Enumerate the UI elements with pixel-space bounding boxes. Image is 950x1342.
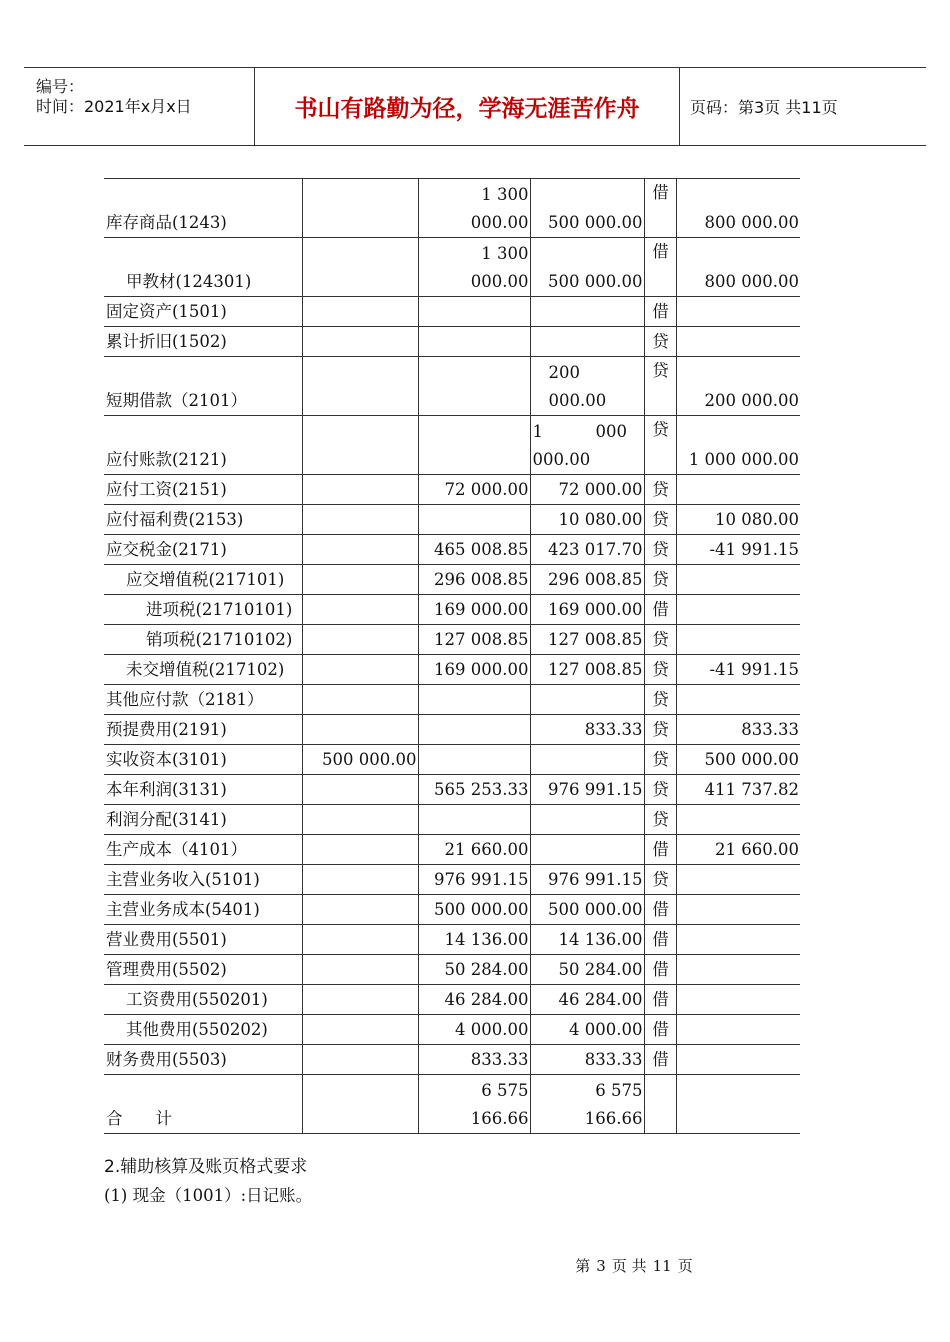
- direction-cell: 贷: [644, 505, 676, 535]
- credit-amount-cell: [530, 297, 644, 327]
- debit-amount-cell: [418, 357, 530, 416]
- account-name-cell: 本年利润(3131): [104, 775, 302, 805]
- footer-suffix: 页: [677, 1257, 693, 1275]
- ledger-row: [104, 835, 800, 865]
- credit-amount-cell: 6 575 166.66: [530, 1075, 644, 1134]
- opening-balance-cell: [302, 685, 418, 715]
- credit-amount-cell: 127 008.85: [530, 625, 644, 655]
- debit-amount-cell: [418, 715, 530, 745]
- opening-balance-cell: [302, 865, 418, 895]
- ending-balance-cell: [676, 297, 800, 327]
- account-name-cell: 应交税金(2171): [104, 535, 302, 565]
- ending-balance-cell: 200 000.00: [676, 357, 800, 416]
- direction-cell: 贷: [644, 535, 676, 565]
- footer-page-num: 3: [596, 1257, 606, 1275]
- opening-balance-cell: [302, 416, 418, 475]
- header-page-info: 页码：第3页 共11页: [690, 98, 838, 117]
- ending-balance-cell: [676, 865, 800, 895]
- credit-amount-cell: 72 000.00: [530, 475, 644, 505]
- ledger-row: [104, 865, 800, 895]
- direction-cell: 贷: [644, 775, 676, 805]
- ledger-row: [104, 565, 800, 595]
- opening-balance-cell: 500 000.00: [302, 745, 418, 775]
- opening-balance-cell: [302, 835, 418, 865]
- ledger-row: [104, 595, 800, 625]
- direction-cell: 借: [644, 238, 676, 297]
- debit-amount-cell: [418, 745, 530, 775]
- ledger-table: [104, 178, 800, 1134]
- account-name-cell: 销项税(21710102): [104, 625, 302, 655]
- credit-amount-cell: 4 000.00: [530, 1015, 644, 1045]
- ledger-row: [104, 238, 800, 297]
- debit-amount-cell: [418, 297, 530, 327]
- account-name-cell: 预提费用(2191): [104, 715, 302, 745]
- debit-amount-cell: 169 000.00: [418, 655, 530, 685]
- credit-amount-cell: 296 008.85: [530, 565, 644, 595]
- ledger-row: [104, 1045, 800, 1075]
- ending-balance-cell: [676, 955, 800, 985]
- credit-amount-cell: 976 991.15: [530, 775, 644, 805]
- opening-balance-cell: [302, 775, 418, 805]
- opening-balance-cell: [302, 895, 418, 925]
- ledger-row: [104, 297, 800, 327]
- direction-cell: 贷: [644, 685, 676, 715]
- note-item: (1) 现金（1001）:日记账。: [104, 1186, 313, 1205]
- credit-amount-cell: 200 000.00: [530, 357, 644, 416]
- account-name-cell: 应付账款(2121): [104, 416, 302, 475]
- debit-amount-cell: 46 284.00: [418, 985, 530, 1015]
- page-header: [24, 67, 926, 146]
- debit-amount-cell: [418, 416, 530, 475]
- account-name-cell: 应付福利费(2153): [104, 505, 302, 535]
- ledger-row: [104, 625, 800, 655]
- credit-amount-cell: 833.33: [530, 1045, 644, 1075]
- credit-amount-cell: 169 000.00: [530, 595, 644, 625]
- ending-balance-cell: [676, 1045, 800, 1075]
- ledger-row: [104, 955, 800, 985]
- direction-cell: 贷: [644, 416, 676, 475]
- opening-balance-cell: [302, 955, 418, 985]
- ledger-row: [104, 775, 800, 805]
- credit-amount-cell: 14 136.00: [530, 925, 644, 955]
- opening-balance-cell: [302, 475, 418, 505]
- opening-balance-cell: [302, 297, 418, 327]
- ending-balance-cell: [676, 985, 800, 1015]
- credit-amount-cell: [530, 327, 644, 357]
- debit-amount-cell: [418, 685, 530, 715]
- ledger-row: [104, 327, 800, 357]
- opening-balance-cell: [302, 1045, 418, 1075]
- opening-balance-cell: [302, 327, 418, 357]
- debit-amount-cell: 500 000.00: [418, 895, 530, 925]
- ending-balance-cell: 1 000 000.00: [676, 416, 800, 475]
- debit-amount-cell: 833.33: [418, 1045, 530, 1075]
- ledger-row: [104, 475, 800, 505]
- account-name-cell: 应付工资(2151): [104, 475, 302, 505]
- opening-balance-cell: [302, 565, 418, 595]
- opening-balance-cell: [302, 1075, 418, 1134]
- debit-amount-cell: 465 008.85: [418, 535, 530, 565]
- doc-number-label: 编号：: [36, 77, 85, 96]
- ledger-body: [104, 179, 800, 1134]
- account-name-cell: 合 计: [104, 1075, 302, 1134]
- direction-cell: 借: [644, 297, 676, 327]
- account-name-cell: 营业费用(5501): [104, 925, 302, 955]
- direction-cell: 贷: [644, 475, 676, 505]
- account-name-cell: 其他费用(550202): [104, 1015, 302, 1045]
- direction-cell: 贷: [644, 745, 676, 775]
- credit-amount-cell: 10 080.00: [530, 505, 644, 535]
- account-name-cell: 主营业务收入(5101): [104, 865, 302, 895]
- ending-balance-cell: [676, 595, 800, 625]
- ending-balance-cell: [676, 475, 800, 505]
- account-name-cell: 累计折旧(1502): [104, 327, 302, 357]
- ending-balance-cell: 800 000.00: [676, 238, 800, 297]
- debit-amount-cell: 4 000.00: [418, 1015, 530, 1045]
- credit-amount-cell: [530, 835, 644, 865]
- debit-amount-cell: [418, 505, 530, 535]
- ending-balance-cell: [676, 565, 800, 595]
- debit-amount-cell: 1 300 000.00: [418, 238, 530, 297]
- credit-amount-cell: 833.33: [530, 715, 644, 745]
- direction-cell: [644, 1075, 676, 1134]
- direction-cell: 借: [644, 595, 676, 625]
- credit-amount-cell: 976 991.15: [530, 865, 644, 895]
- direction-cell: 贷: [644, 357, 676, 416]
- ending-balance-cell: 411 737.82: [676, 775, 800, 805]
- direction-cell: 贷: [644, 327, 676, 357]
- ledger-row: [104, 535, 800, 565]
- debit-amount-cell: 50 284.00: [418, 955, 530, 985]
- ledger-row: [104, 685, 800, 715]
- ending-balance-cell: 21 660.00: [676, 835, 800, 865]
- ledger-row: [104, 985, 800, 1015]
- ledger-row: [104, 179, 800, 238]
- account-name-cell: 应交增值税(217101): [104, 565, 302, 595]
- opening-balance-cell: [302, 357, 418, 416]
- account-name-cell: 短期借款（2101）: [104, 357, 302, 416]
- ledger-row: [104, 715, 800, 745]
- ending-balance-cell: [676, 1075, 800, 1134]
- header-motto: 书山有路勤为径，学海无涯苦作舟: [255, 68, 680, 145]
- doc-time-label: 时间：2021年x月x日: [36, 97, 192, 116]
- credit-amount-cell: 46 284.00: [530, 985, 644, 1015]
- opening-balance-cell: [302, 595, 418, 625]
- debit-amount-cell: 976 991.15: [418, 865, 530, 895]
- opening-balance-cell: [302, 179, 418, 238]
- credit-amount-cell: 500 000.00: [530, 895, 644, 925]
- ending-balance-cell: -41 991.15: [676, 535, 800, 565]
- ledger-row: [104, 655, 800, 685]
- credit-amount-cell: 1 000 000.00: [530, 416, 644, 475]
- credit-amount-cell: [530, 685, 644, 715]
- credit-amount-cell: [530, 745, 644, 775]
- direction-cell: 借: [644, 955, 676, 985]
- direction-cell: 贷: [644, 865, 676, 895]
- section-heading: 2.辅助核算及账页格式要求: [104, 1157, 308, 1177]
- direction-cell: 借: [644, 895, 676, 925]
- ending-balance-cell: [676, 925, 800, 955]
- debit-amount-cell: 565 253.33: [418, 775, 530, 805]
- account-name-cell: 实收资本(3101): [104, 745, 302, 775]
- credit-amount-cell: 50 284.00: [530, 955, 644, 985]
- ledger-row: [104, 895, 800, 925]
- ending-balance-cell: 833.33: [676, 715, 800, 745]
- account-name-cell: 其他应付款（2181）: [104, 685, 302, 715]
- account-name-cell: 未交增值税(217102): [104, 655, 302, 685]
- opening-balance-cell: [302, 535, 418, 565]
- debit-amount-cell: [418, 805, 530, 835]
- debit-amount-cell: 127 008.85: [418, 625, 530, 655]
- ledger-row: [104, 805, 800, 835]
- account-name-cell: 生产成本（4101）: [104, 835, 302, 865]
- account-name-cell: 管理费用(5502): [104, 955, 302, 985]
- account-name-cell: 进项税(21710101): [104, 595, 302, 625]
- ending-balance-cell: -41 991.15: [676, 655, 800, 685]
- direction-cell: 借: [644, 1015, 676, 1045]
- opening-balance-cell: [302, 655, 418, 685]
- page-footer: [0, 1255, 950, 1276]
- footer-prefix: 第: [575, 1257, 591, 1275]
- credit-amount-cell: 500 000.00: [530, 238, 644, 297]
- opening-balance-cell: [302, 625, 418, 655]
- debit-amount-cell: 296 008.85: [418, 565, 530, 595]
- debit-amount-cell: [418, 327, 530, 357]
- ending-balance-cell: [676, 1015, 800, 1045]
- account-name-cell: 库存商品(1243): [104, 179, 302, 238]
- debit-amount-cell: 21 660.00: [418, 835, 530, 865]
- account-name-cell: 财务费用(5503): [104, 1045, 302, 1075]
- ending-balance-cell: [676, 805, 800, 835]
- direction-cell: 贷: [644, 805, 676, 835]
- account-name-cell: 固定资产(1501): [104, 297, 302, 327]
- footer-mid: 页 共: [611, 1257, 647, 1275]
- opening-balance-cell: [302, 805, 418, 835]
- footer-page-total: 11: [652, 1257, 672, 1275]
- credit-amount-cell: [530, 805, 644, 835]
- direction-cell: 借: [644, 835, 676, 865]
- ledger-row: [104, 1015, 800, 1045]
- credit-amount-cell: 500 000.00: [530, 179, 644, 238]
- opening-balance-cell: [302, 238, 418, 297]
- ending-balance-cell: 10 080.00: [676, 505, 800, 535]
- direction-cell: 借: [644, 985, 676, 1015]
- ending-balance-cell: [676, 895, 800, 925]
- debit-amount-cell: 72 000.00: [418, 475, 530, 505]
- ending-balance-cell: 800 000.00: [676, 179, 800, 238]
- ending-balance-cell: [676, 327, 800, 357]
- account-name-cell: 利润分配(3141): [104, 805, 302, 835]
- ledger-row: [104, 505, 800, 535]
- ledger-row: [104, 357, 800, 416]
- ledger-row: [104, 1075, 800, 1134]
- direction-cell: 贷: [644, 625, 676, 655]
- account-name-cell: 主营业务成本(5401): [104, 895, 302, 925]
- direction-cell: 贷: [644, 565, 676, 595]
- direction-cell: 借: [644, 925, 676, 955]
- debit-amount-cell: 1 300 000.00: [418, 179, 530, 238]
- header-meta: [24, 68, 255, 145]
- ending-balance-cell: 500 000.00: [676, 745, 800, 775]
- ledger-row: [104, 416, 800, 475]
- direction-cell: 贷: [644, 655, 676, 685]
- opening-balance-cell: [302, 985, 418, 1015]
- credit-amount-cell: 127 008.85: [530, 655, 644, 685]
- direction-cell: 借: [644, 1045, 676, 1075]
- direction-cell: 借: [644, 179, 676, 238]
- opening-balance-cell: [302, 505, 418, 535]
- debit-amount-cell: 169 000.00: [418, 595, 530, 625]
- ending-balance-cell: [676, 625, 800, 655]
- opening-balance-cell: [302, 925, 418, 955]
- account-name-cell: 甲教材(124301): [104, 238, 302, 297]
- ledger-row: [104, 745, 800, 775]
- debit-amount-cell: 14 136.00: [418, 925, 530, 955]
- debit-amount-cell: 6 575 166.66: [418, 1075, 530, 1134]
- opening-balance-cell: [302, 715, 418, 745]
- credit-amount-cell: 423 017.70: [530, 535, 644, 565]
- ending-balance-cell: [676, 685, 800, 715]
- account-name-cell: 工资费用(550201): [104, 985, 302, 1015]
- direction-cell: 贷: [644, 715, 676, 745]
- opening-balance-cell: [302, 1015, 418, 1045]
- ledger-row: [104, 925, 800, 955]
